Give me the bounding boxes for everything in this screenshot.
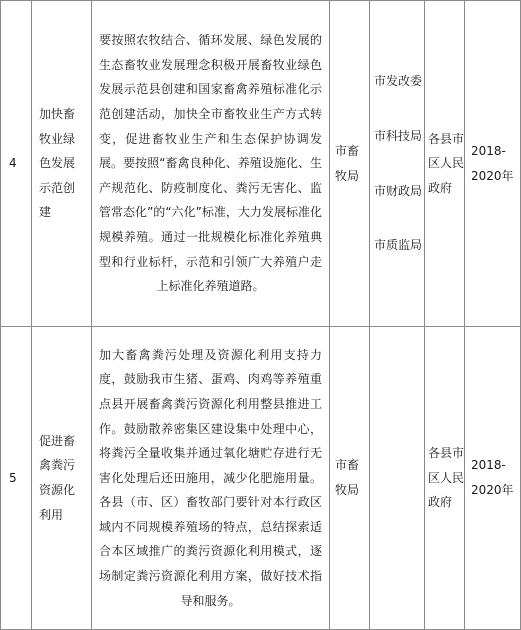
cooperating-units	[370, 327, 425, 630]
table-row	[1, 1, 521, 327]
cooperating-unit: 市质监局	[374, 238, 423, 253]
lead-unit: 市畜牧局	[330, 1, 370, 327]
row-number: 4	[1, 1, 32, 327]
local-government: 各县市区人民政府	[425, 1, 465, 327]
task-name: 促进畜禽粪污资源化利用	[32, 327, 92, 630]
table-row	[1, 327, 521, 630]
cooperating-units	[370, 1, 425, 327]
cooperating-unit: 市发改委	[374, 74, 423, 89]
task-name: 加快畜牧业绿色发展示范创建	[32, 1, 92, 327]
row-number: 5	[1, 327, 32, 630]
task-content: 要按照农牧结合、循环发展、绿色发展的生态畜牧业发展理念积极开展畜牧业绿色发展示范县创建和国家畜禽养殖标准化示范创建活动，加快全市畜牧业生产方式转变，促进畜牧业生产和生态保护协调发展。要按照“畜禽良种化、养殖设施化、生产规范化、防疫制度化、粪污无害化、监管常态化”的“六化”标准，大力发展标准化规模养殖。通过一批规模化标准化养殖典型和行业标杆，示范和引领广大养殖户走上标准化养殖道路。	[92, 1, 330, 327]
lead-unit: 市畜牧局	[330, 327, 370, 630]
cooperating-unit: 市财政局	[374, 183, 423, 198]
task-content: 加大畜禽粪污处理及资源化利用支持力度，鼓励我市生猪、蛋鸡、肉鸡等养殖重点县开展畜禽粪污资源化利用整县推进工作。鼓励散养密集区建设集中处理中心，将粪污全量收集并通过氧化塘贮存进行无害化处理后还田施用，减少化肥施用量。各县（市、区）畜牧部门要针对本行政区域内不同规模养殖场的特点，总结探索适合本区域推广的粪污资源化利用模式，逐场制定粪污资源化利用方案，做好技术指导和服务。	[92, 327, 330, 630]
cooperating-unit: 市科技局	[374, 128, 423, 143]
time-period: 2018-2020年	[465, 1, 521, 327]
local-government: 各县市区人民政府	[425, 327, 465, 630]
time-period: 2018-2020年	[465, 327, 521, 630]
